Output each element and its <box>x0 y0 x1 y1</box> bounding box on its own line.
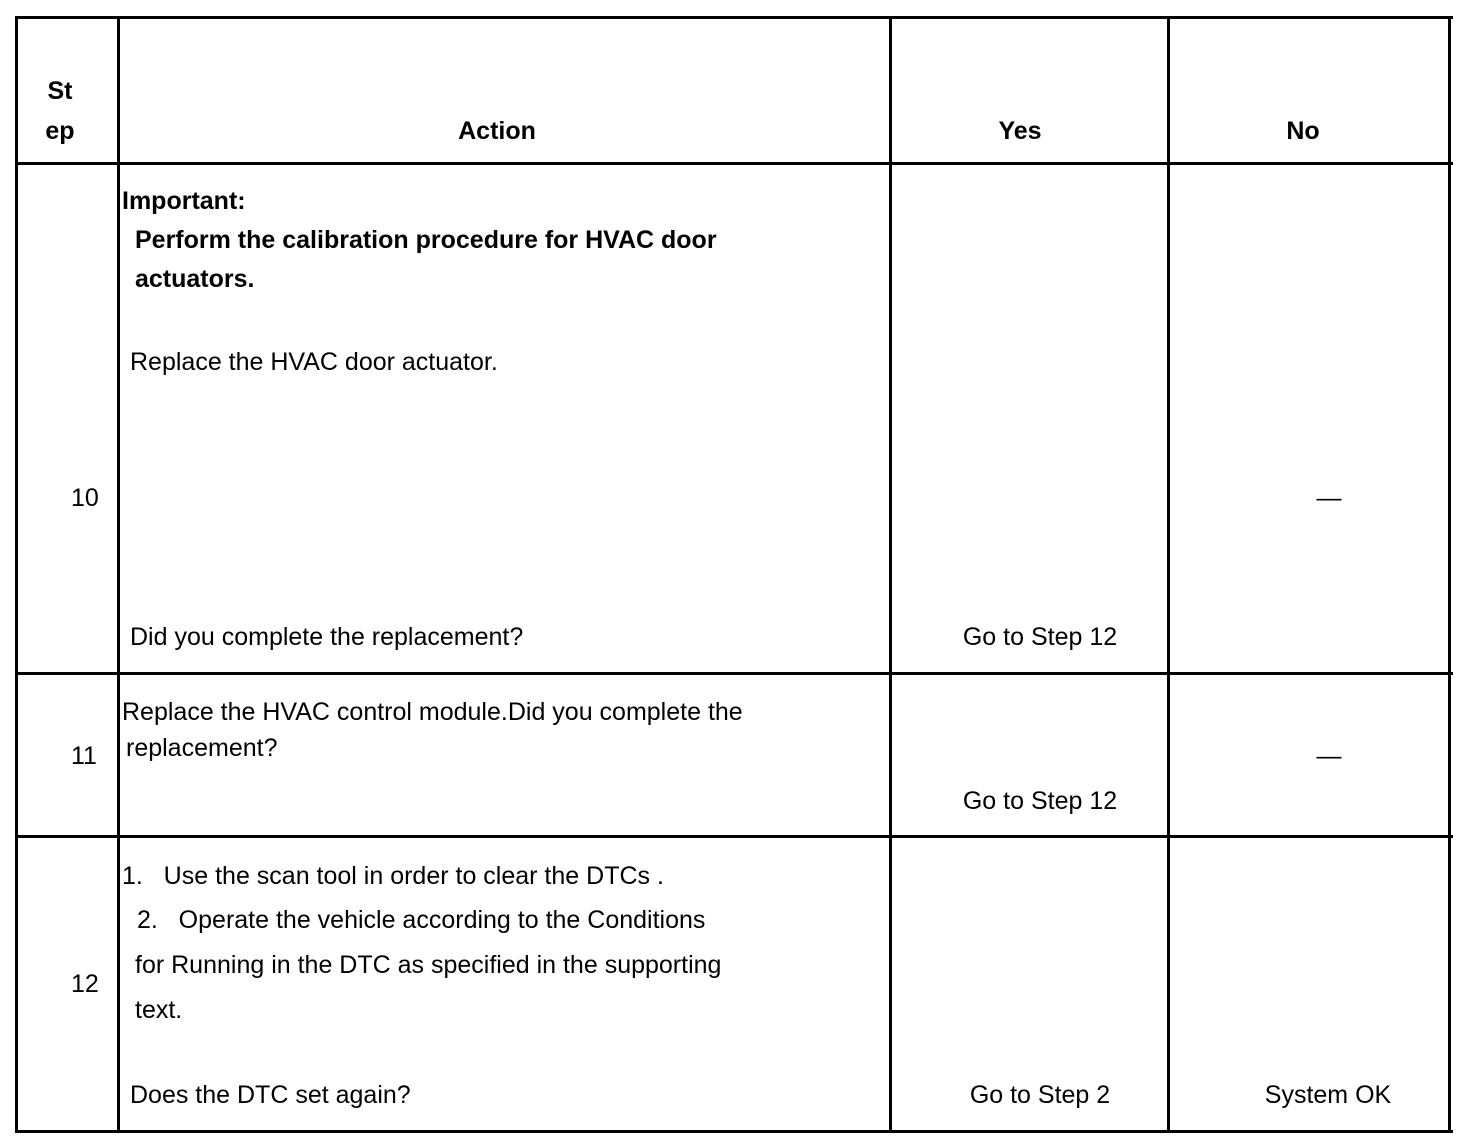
header-action: Action <box>458 117 536 145</box>
no-result-12: System OK <box>1264 1081 1392 1109</box>
important-label: Important: <box>122 187 246 215</box>
action-11-line1: Replace the HVAC control module.Did you complete the <box>122 698 743 726</box>
table-border-left <box>15 16 18 1133</box>
list-item-2-line1: 2. Operate the vehicle according to the Conditions <box>137 906 706 934</box>
table-border-bottom <box>15 1130 1453 1133</box>
no-result-11: — <box>1316 742 1342 770</box>
instruction-replace-actuator: Replace the HVAC door actuator. <box>130 348 498 376</box>
list-item-1: 1. Use the scan tool in order to clear the DTCs . <box>122 862 664 890</box>
table-border-right <box>1448 16 1451 1133</box>
question-12: Does the DTC set again? <box>130 1081 411 1109</box>
yes-result-11: Go to Step 12 <box>962 787 1118 815</box>
row-divider-10-11 <box>15 672 1453 675</box>
step-number-10: 10 <box>71 484 99 512</box>
step-number-12: 12 <box>71 970 99 998</box>
header-yes: Yes <box>998 117 1042 145</box>
yes-result-12: Go to Step 2 <box>969 1081 1111 1109</box>
column-divider-step-action <box>117 16 120 1133</box>
header-no: No <box>1286 117 1320 145</box>
header-step-line1: St <box>47 77 73 105</box>
column-divider-yes-no <box>1167 16 1170 1133</box>
step-number-11: 11 <box>71 742 97 770</box>
yes-result-10: Go to Step 12 <box>962 623 1118 651</box>
row-divider-11-12 <box>15 835 1453 838</box>
important-note-line2: actuators. <box>135 265 255 293</box>
list-item-2-line3: text. <box>135 996 183 1024</box>
column-divider-action-yes <box>889 16 892 1133</box>
question-10: Did you complete the replacement? <box>130 623 524 651</box>
no-result-10: — <box>1316 484 1342 512</box>
header-divider <box>15 162 1453 165</box>
table-border-top <box>15 16 1453 19</box>
list-item-2-line2: for Running in the DTC as specified in the supporting <box>135 951 722 979</box>
action-11-line2: replacement? <box>126 734 278 762</box>
header-step-line2: ep <box>45 117 75 145</box>
important-note-line1: Perform the calibration procedure for HVAC door <box>135 226 717 254</box>
